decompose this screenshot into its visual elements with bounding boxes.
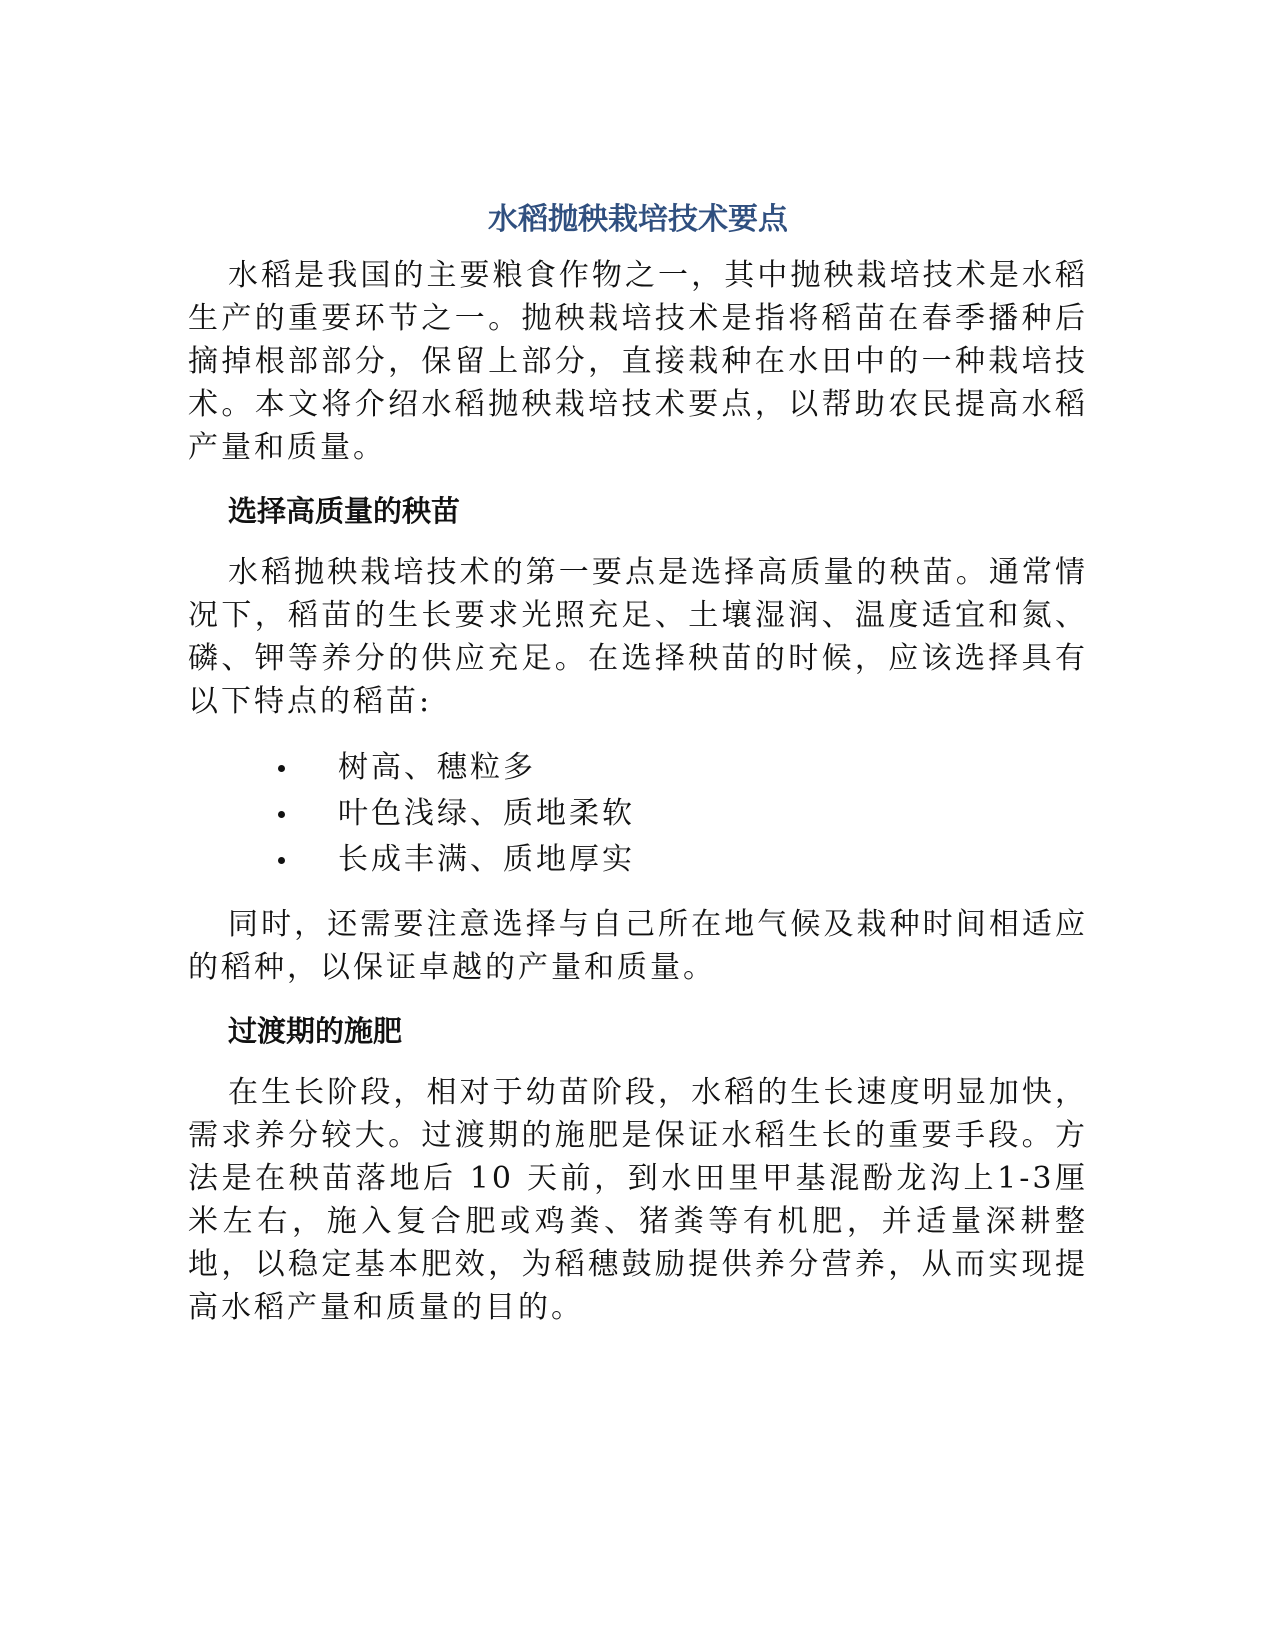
section-heading-fertilizing: 过渡期的施肥 (228, 1014, 403, 1048)
list-item-text: 叶色浅绿、质地柔软 (338, 796, 635, 831)
bullet-icon (278, 811, 285, 818)
list-item-text: 长成丰满、质地厚实 (338, 842, 635, 877)
bullet-icon (278, 765, 285, 772)
list-item (188, 745, 1088, 791)
list-item-text: 树高、穗粒多 (338, 750, 536, 785)
list-item (188, 837, 1088, 883)
fertilizing-paragraph: 在生长阶段，相对于幼苗阶段，水稻的生长速度明显加快，需求养分较大。过渡期的施肥是保证水稻生长的重要手段。方法是在秧苗落地后 10 天前，到水田里甲基混酚龙沟上1-3厘米左右，施入复合肥或鸡粪、猪粪等有机肥，并适量深耕整地，以稳定基本肥效，为稻穗鼓励提供养分营养，从而实现提高水稻产量和质量的目的。 (188, 1075, 1088, 1325)
page-title: 水稻抛秧栽培技术要点 (488, 202, 788, 237)
seedling-traits-list (188, 745, 1088, 883)
section-heading-seedlings: 选择高质量的秧苗 (228, 494, 461, 528)
seedlings-paragraph: 水稻抛秧栽培技术的第一要点是选择高质量的秧苗。通常情况下，稻苗的生长要求光照充足、土壤湿润、温度适宜和氮、磷、钾等养分的供应充足。在选择秧苗的时候，应该选择具有以下特点的稻苗: (188, 555, 1088, 719)
climate-paragraph: 同时，还需要注意选择与自己所在地气候及栽种时间相适应的稻种，以保证卓越的产量和质量。 (188, 907, 1088, 985)
intro-paragraph: 水稻是我国的主要粮食作物之一，其中抛秧栽培技术是水稻生产的重要环节之一。抛秧栽培技术是指将稻苗在春季播种后摘掉根部部分，保留上部分，直接栽种在水田中的一种栽培技术。本文将介绍水稻抛秧栽培技术要点，以帮助农民提高水稻产量和质量。 (188, 258, 1088, 465)
bullet-icon (278, 857, 285, 864)
list-item (188, 791, 1088, 837)
document-page (188, 200, 1088, 1329)
